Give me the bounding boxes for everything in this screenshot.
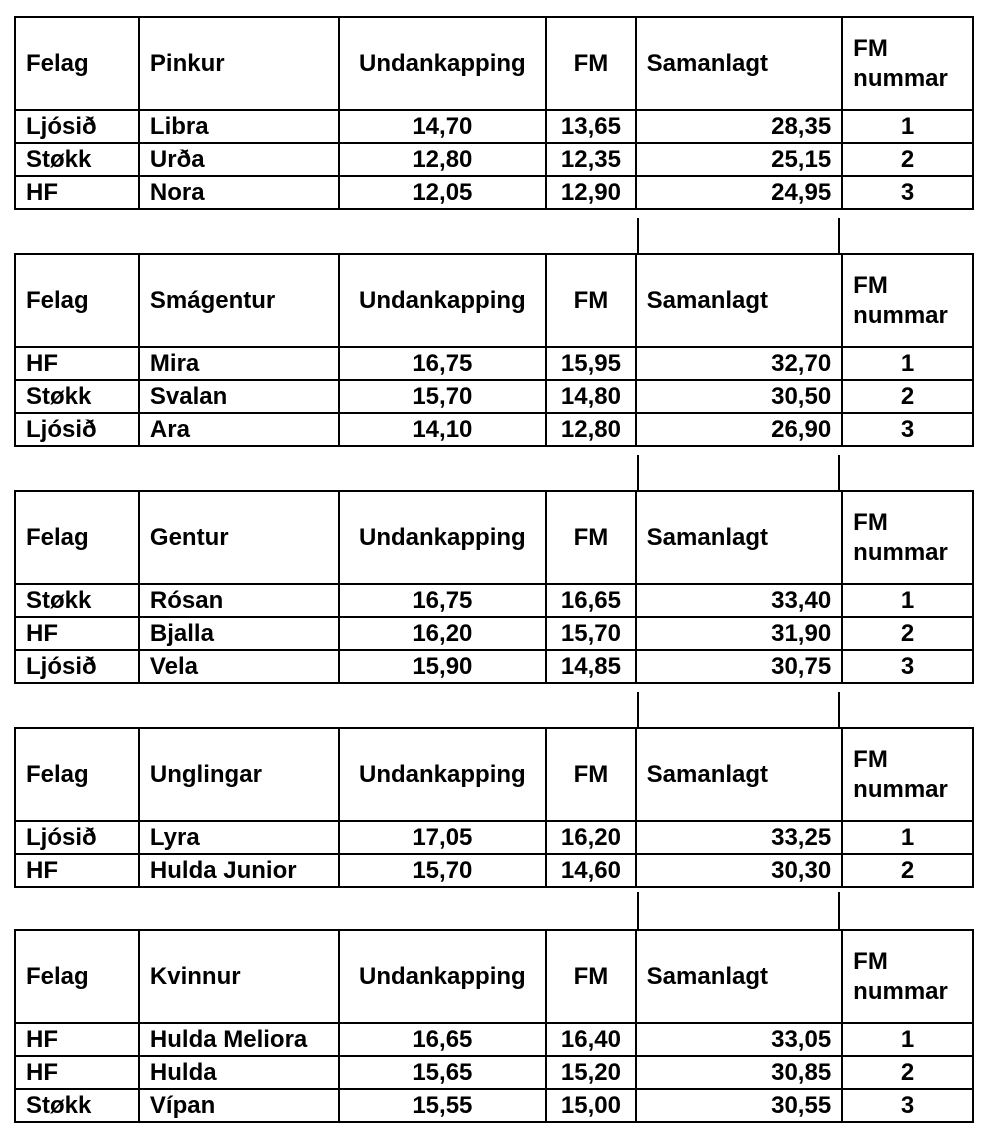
fm-number-cell: 1 — [842, 821, 973, 854]
name-cell: Hulda Meliora — [139, 1023, 339, 1056]
qualification-score-cell: 15,65 — [339, 1056, 547, 1089]
table-header-row — [15, 930, 973, 1023]
fm-number-cell: 2 — [842, 854, 973, 887]
table-header-row — [15, 491, 973, 584]
name-cell: Lyra — [139, 821, 339, 854]
fm-number-cell: 2 — [842, 1056, 973, 1089]
table-row — [15, 650, 973, 683]
total-score-cell: 28,35 — [636, 110, 843, 143]
header-club: Felag — [15, 17, 139, 110]
fm-score-cell: 16,20 — [546, 821, 635, 854]
name-cell: Ara — [139, 413, 339, 446]
column-divider-line — [838, 892, 840, 930]
table-header-row — [15, 17, 973, 110]
club-cell: Støkk — [15, 143, 139, 176]
header-club: Felag — [15, 728, 139, 821]
total-score-cell: 30,50 — [636, 380, 843, 413]
header-fm-number-line1: FM — [853, 34, 888, 62]
header-fm-number — [842, 17, 973, 110]
results-table-unglingar — [14, 727, 974, 888]
fm-score-cell: 15,20 — [546, 1056, 635, 1089]
header-qualification: Undankapping — [339, 17, 547, 110]
fm-score-cell: 12,35 — [546, 143, 635, 176]
qualification-score-cell: 16,20 — [339, 617, 547, 650]
name-cell: Vípan — [139, 1089, 339, 1122]
table-row — [15, 1023, 973, 1056]
header-fm-number-line2: nummar — [853, 64, 948, 92]
fm-number-cell: 1 — [842, 584, 973, 617]
fm-score-cell: 16,65 — [546, 584, 635, 617]
column-divider-line — [637, 455, 639, 491]
header-fm-number-line2: nummar — [853, 301, 948, 329]
name-cell: Hulda Junior — [139, 854, 339, 887]
column-divider-line — [637, 218, 639, 254]
total-score-cell: 33,25 — [636, 821, 843, 854]
name-cell: Hulda — [139, 1056, 339, 1089]
header-category: Unglingar — [139, 728, 339, 821]
table-row — [15, 821, 973, 854]
table-row — [15, 143, 973, 176]
name-cell: Vela — [139, 650, 339, 683]
name-cell: Mira — [139, 347, 339, 380]
total-score-cell: 32,70 — [636, 347, 843, 380]
name-cell: Bjalla — [139, 617, 339, 650]
header-total: Samanlagt — [636, 17, 843, 110]
fm-number-cell: 2 — [842, 380, 973, 413]
club-cell: Støkk — [15, 380, 139, 413]
club-cell: HF — [15, 617, 139, 650]
column-divider-line — [637, 892, 639, 930]
table-row — [15, 584, 973, 617]
table-row — [15, 1056, 973, 1089]
club-cell: HF — [15, 1023, 139, 1056]
club-cell: Ljósið — [15, 110, 139, 143]
fm-number-cell: 3 — [842, 1089, 973, 1122]
qualification-score-cell: 15,70 — [339, 854, 547, 887]
header-fm-number — [842, 930, 973, 1023]
club-cell: Støkk — [15, 584, 139, 617]
total-score-cell: 30,75 — [636, 650, 843, 683]
club-cell: HF — [15, 1056, 139, 1089]
header-fm-number-line1: FM — [853, 947, 888, 975]
club-cell: HF — [15, 854, 139, 887]
header-total: Samanlagt — [636, 728, 843, 821]
fm-score-cell: 15,70 — [546, 617, 635, 650]
qualification-score-cell: 16,75 — [339, 347, 547, 380]
header-total: Samanlagt — [636, 491, 843, 584]
name-cell: Nora — [139, 176, 339, 209]
qualification-score-cell: 17,05 — [339, 821, 547, 854]
table-row — [15, 110, 973, 143]
total-score-cell: 24,95 — [636, 176, 843, 209]
fm-score-cell: 12,90 — [546, 176, 635, 209]
header-total: Samanlagt — [636, 254, 843, 347]
qualification-score-cell: 16,65 — [339, 1023, 547, 1056]
fm-score-cell: 14,85 — [546, 650, 635, 683]
fm-number-cell: 1 — [842, 347, 973, 380]
header-fm-number — [842, 491, 973, 584]
header-fm-number-line1: FM — [853, 508, 888, 536]
results-table-kvinnur — [14, 929, 974, 1123]
results-table-smágentur — [14, 253, 974, 447]
header-category: Pinkur — [139, 17, 339, 110]
table-row — [15, 617, 973, 650]
header-qualification: Undankapping — [339, 728, 547, 821]
total-score-cell: 33,40 — [636, 584, 843, 617]
name-cell: Rósan — [139, 584, 339, 617]
table-row — [15, 380, 973, 413]
header-club: Felag — [15, 491, 139, 584]
club-cell: HF — [15, 176, 139, 209]
table-header-row — [15, 254, 973, 347]
column-divider-line — [637, 692, 639, 728]
fm-number-cell: 3 — [842, 176, 973, 209]
fm-score-cell: 15,00 — [546, 1089, 635, 1122]
column-divider-line — [838, 455, 840, 491]
fm-score-cell: 14,60 — [546, 854, 635, 887]
header-category: Kvinnur — [139, 930, 339, 1023]
qualification-score-cell: 16,75 — [339, 584, 547, 617]
qualification-score-cell: 15,70 — [339, 380, 547, 413]
fm-number-cell: 1 — [842, 1023, 973, 1056]
header-qualification: Undankapping — [339, 491, 547, 584]
header-fm: FM — [546, 17, 635, 110]
fm-score-cell: 13,65 — [546, 110, 635, 143]
header-qualification: Undankapping — [339, 254, 547, 347]
header-total: Samanlagt — [636, 930, 843, 1023]
header-fm-number — [842, 254, 973, 347]
header-fm-number — [842, 728, 973, 821]
total-score-cell: 26,90 — [636, 413, 843, 446]
header-fm-number-line1: FM — [853, 745, 888, 773]
fm-score-cell: 14,80 — [546, 380, 635, 413]
table-row — [15, 413, 973, 446]
qualification-score-cell: 14,70 — [339, 110, 547, 143]
table-row — [15, 854, 973, 887]
fm-number-cell: 2 — [842, 617, 973, 650]
table-header-row — [15, 728, 973, 821]
club-cell: Ljósið — [15, 821, 139, 854]
fm-number-cell: 2 — [842, 143, 973, 176]
qualification-score-cell: 15,55 — [339, 1089, 547, 1122]
results-table-gentur — [14, 490, 974, 684]
header-fm: FM — [546, 728, 635, 821]
fm-score-cell: 16,40 — [546, 1023, 635, 1056]
total-score-cell: 30,30 — [636, 854, 843, 887]
fm-number-cell: 3 — [842, 650, 973, 683]
table-row — [15, 176, 973, 209]
table-row — [15, 1089, 973, 1122]
fm-number-cell: 3 — [842, 413, 973, 446]
club-cell: Ljósið — [15, 650, 139, 683]
qualification-score-cell: 12,05 — [339, 176, 547, 209]
header-category: Smágentur — [139, 254, 339, 347]
header-fm-number-line2: nummar — [853, 977, 948, 1005]
total-score-cell: 33,05 — [636, 1023, 843, 1056]
table-row — [15, 347, 973, 380]
total-score-cell: 30,85 — [636, 1056, 843, 1089]
header-fm: FM — [546, 491, 635, 584]
club-cell: HF — [15, 347, 139, 380]
header-fm: FM — [546, 254, 635, 347]
header-category: Gentur — [139, 491, 339, 584]
name-cell: Libra — [139, 110, 339, 143]
column-divider-line — [838, 692, 840, 728]
club-cell: Støkk — [15, 1089, 139, 1122]
header-fm-number-line2: nummar — [853, 775, 948, 803]
fm-score-cell: 12,80 — [546, 413, 635, 446]
header-club: Felag — [15, 254, 139, 347]
qualification-score-cell: 12,80 — [339, 143, 547, 176]
header-qualification: Undankapping — [339, 930, 547, 1023]
header-fm-number-line1: FM — [853, 271, 888, 299]
club-cell: Ljósið — [15, 413, 139, 446]
qualification-score-cell: 14,10 — [339, 413, 547, 446]
total-score-cell: 31,90 — [636, 617, 843, 650]
name-cell: Urða — [139, 143, 339, 176]
total-score-cell: 30,55 — [636, 1089, 843, 1122]
header-club: Felag — [15, 930, 139, 1023]
fm-number-cell: 1 — [842, 110, 973, 143]
name-cell: Svalan — [139, 380, 339, 413]
column-divider-line — [838, 218, 840, 254]
total-score-cell: 25,15 — [636, 143, 843, 176]
header-fm-number-line2: nummar — [853, 538, 948, 566]
results-table-pinkur — [14, 16, 974, 210]
fm-score-cell: 15,95 — [546, 347, 635, 380]
header-fm: FM — [546, 930, 635, 1023]
qualification-score-cell: 15,90 — [339, 650, 547, 683]
